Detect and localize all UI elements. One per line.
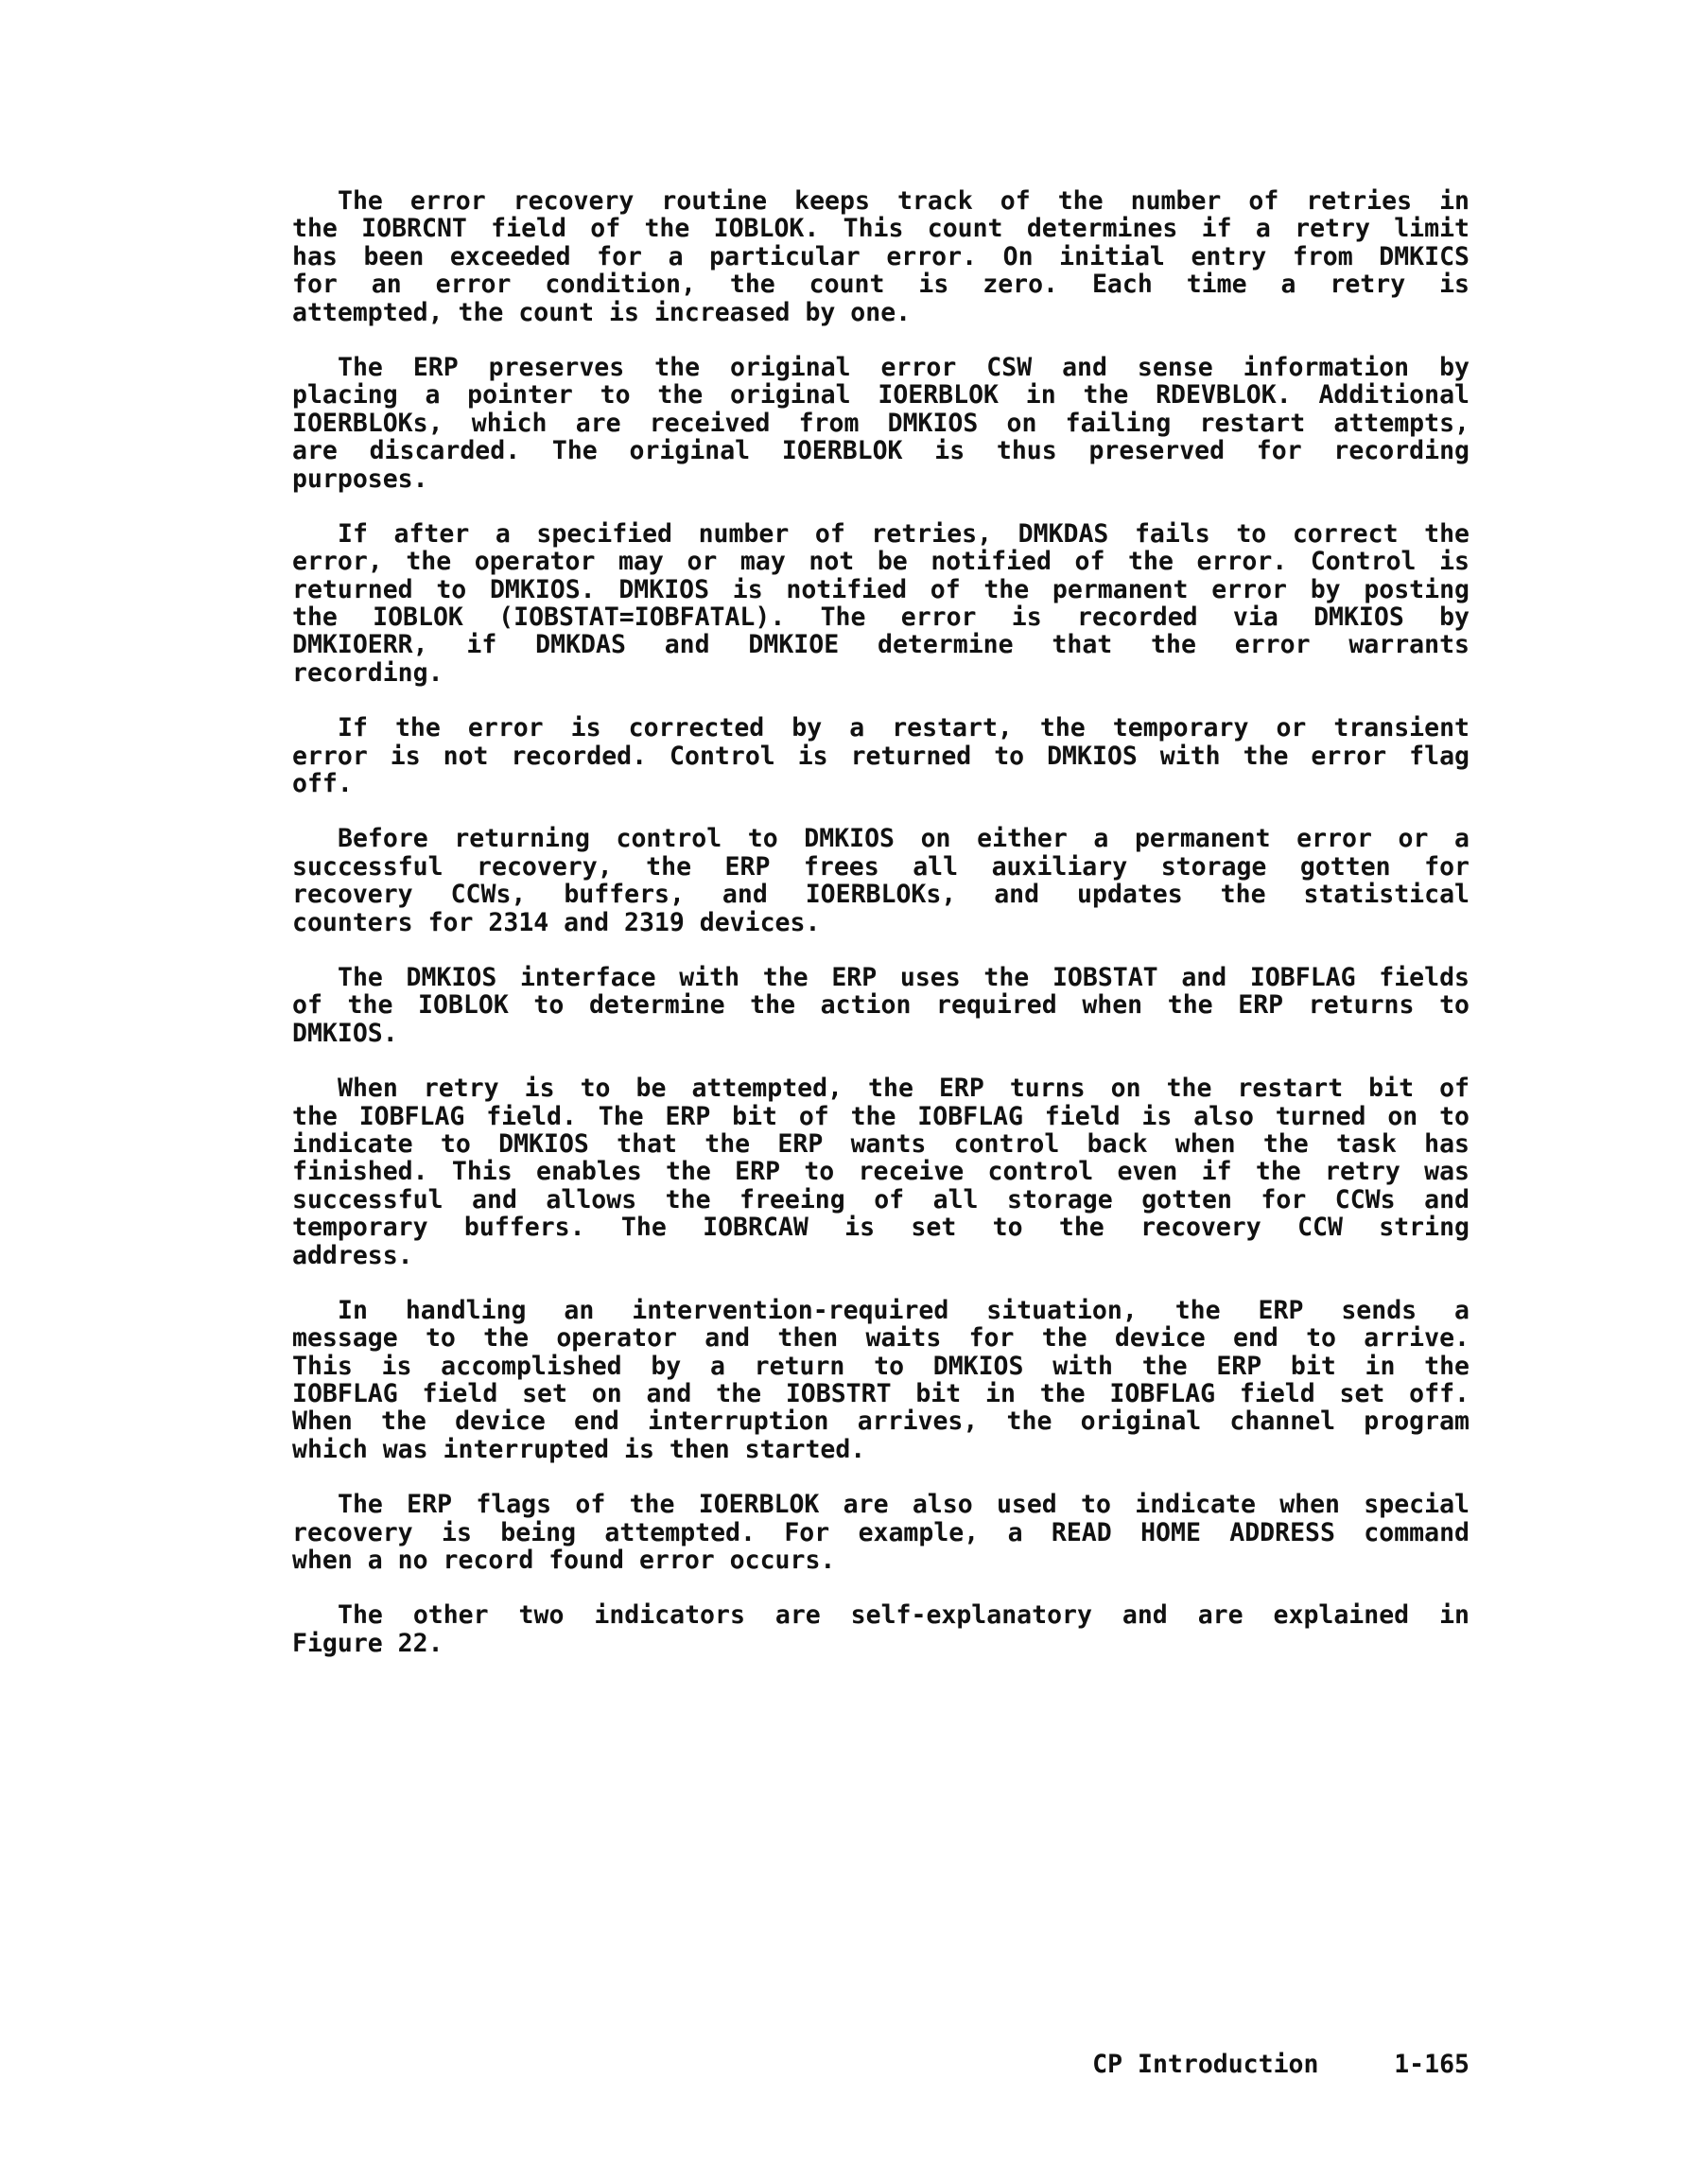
text-line: when a no record found error occurs. bbox=[292, 1546, 836, 1576]
text-line: off. bbox=[292, 769, 353, 799]
text-line: If after a specified number of retries, DMKDAS fails to correct the bbox=[338, 518, 1470, 549]
text-line: The ERP preserves the original error CSW and sense information by bbox=[338, 352, 1470, 382]
text-line: temporary buffers. The IOBRCAW is set to the recovery CCW string bbox=[292, 1213, 1470, 1243]
text-line: attempted, the count is increased by one. bbox=[292, 297, 912, 327]
text-line: The DMKIOS interface with the ERP uses the IOBSTAT and IOBFLAG fields bbox=[338, 962, 1470, 992]
text-line: IOBFLAG field set on and the IOBSTRT bit in the IOBFLAG field set off. bbox=[292, 1379, 1470, 1409]
text-line: error, the operator may or may not be notified of the error. Control is bbox=[292, 547, 1470, 577]
text-line: IOERBLOKs, which are received from DMKIOS on failing restart attempts, bbox=[292, 408, 1470, 438]
text-line: are discarded. The original IOERBLOK is thus preserved for recording bbox=[292, 436, 1470, 466]
text-line: for an error condition, the count is zero. Each time a retry is bbox=[292, 270, 1470, 300]
paragraph bbox=[292, 187, 1470, 326]
text-line: The error recovery routine keeps track of the number of retries in bbox=[338, 186, 1470, 216]
text-line: The ERP flags of the IOERBLOK are also used to indicate when special bbox=[338, 1490, 1470, 1520]
text-line: purposes. bbox=[292, 463, 428, 494]
paragraph bbox=[292, 1601, 1470, 1657]
text-line: the IOBRCNT field of the IOBLOK. This count determines if a retry limit bbox=[292, 214, 1470, 244]
text-line: Before returning control to DMKIOS on either a permanent error or a bbox=[338, 824, 1470, 854]
text-line: returned to DMKIOS. DMKIOS is notified of the permanent error by posting bbox=[292, 574, 1470, 604]
text-line: message to the operator and then waits for the device end to arrive. bbox=[292, 1323, 1470, 1354]
text-line: of the IOBLOK to determine the action required when the ERP returns to bbox=[292, 990, 1470, 1021]
text-line: which was interrupted is then started. bbox=[292, 1434, 866, 1464]
text-line: recovery CCWs, buffers, and IOERBLOKs, and updates the statistical bbox=[292, 880, 1470, 910]
text-line: In handling an intervention-required situation, the ERP sends a bbox=[338, 1295, 1470, 1325]
text-line: placing a pointer to the original IOERBLOK in the RDEVBLOK. Additional bbox=[292, 380, 1470, 411]
text-line: counters for 2314 and 2319 devices. bbox=[292, 907, 821, 937]
text-line: Figure 22. bbox=[292, 1628, 443, 1658]
text-line: successful and allows the freeing of all storage gotten for CCWs and bbox=[292, 1184, 1470, 1214]
text-line: error is not recorded. Control is returned to DMKIOS with the error flag bbox=[292, 741, 1470, 771]
text-line: The other two indicators are self-explanatory and are explained in bbox=[338, 1600, 1470, 1631]
paragraph bbox=[292, 714, 1470, 797]
paragraph bbox=[292, 1491, 1470, 1574]
text-line: the IOBFLAG field. The ERP bit of the IOBFLAG field is also turned on to bbox=[292, 1101, 1470, 1131]
text-line: recording. bbox=[292, 657, 443, 688]
text-line: finished. This enables the ERP to receive control even if the retry was bbox=[292, 1157, 1470, 1187]
paragraph bbox=[292, 825, 1470, 936]
text-line: When the device end interruption arrives, the original channel program bbox=[292, 1406, 1470, 1437]
text-line: This is accomplished by a return to DMKIOS with the ERP bit in the bbox=[292, 1351, 1470, 1381]
page-footer: CP Introduction 1-165 bbox=[1092, 2050, 1470, 2079]
text-line: has been exceeded for a particular error. On initial entry from DMKICS bbox=[292, 241, 1470, 271]
paragraph bbox=[292, 354, 1470, 493]
paragraph bbox=[292, 1297, 1470, 1463]
text-line: the IOBLOK (IOBSTAT=IOBFATAL). The error is recorded via DMKIOS by bbox=[292, 603, 1470, 633]
text-line: DMKIOS. bbox=[292, 1018, 398, 1048]
text-line: If the error is corrected by a restart, the temporary or transient bbox=[338, 713, 1470, 743]
text-line: indicate to DMKIOS that the ERP wants control back when the task has bbox=[292, 1128, 1470, 1159]
text-line: When retry is to be attempted, the ERP turns on the restart bit of bbox=[338, 1074, 1470, 1104]
text-line: address. bbox=[292, 1240, 413, 1270]
paragraph bbox=[292, 964, 1470, 1047]
text-line: recovery is being attempted. For example, a READ HOME ADDRESS command bbox=[292, 1517, 1470, 1547]
paragraph bbox=[292, 1075, 1470, 1269]
paragraph bbox=[292, 520, 1470, 687]
body-text bbox=[292, 187, 1470, 1685]
text-line: DMKIOERR, if DMKDAS and DMKIOE determine that the error warrants bbox=[292, 630, 1470, 660]
text-line: successful recovery, the ERP frees all auxiliary storage gotten for bbox=[292, 851, 1470, 882]
